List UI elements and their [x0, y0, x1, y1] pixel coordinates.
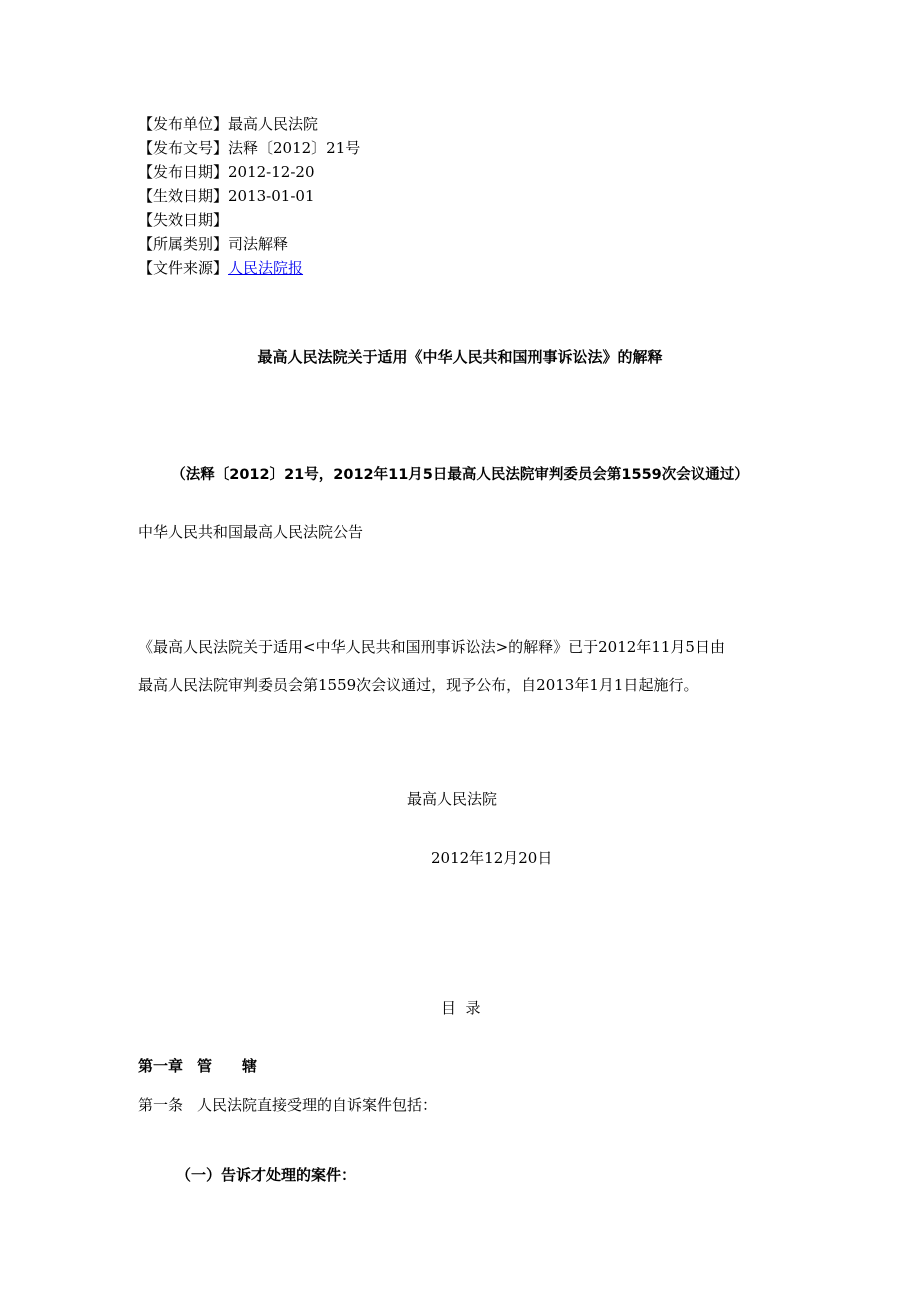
article-1-item-1: （一）告诉才处理的案件： [176, 1166, 357, 1184]
announcement-heading: 中华人民共和国最高人民法院公告 [138, 523, 364, 541]
article-1 [138, 1094, 437, 1115]
meta-issue-date: 【发布日期】2012-12-20 [138, 163, 315, 181]
signature: 最高人民法院 [407, 790, 498, 808]
meta-source-label: 【文件来源】 [138, 259, 229, 277]
meta-expiry-date: 【失效日期】 [138, 211, 229, 229]
toc-heading: 目 录 [441, 999, 481, 1017]
announcement-line-2: 最高人民法院审判委员会第1559次会议通过，现予公布，自2013年1月1日起施行。 [138, 676, 699, 694]
document-subtitle: （法释〔2012〕21号，2012年11月5日最高人民法院审判委员会第1559次会议通过） [171, 467, 749, 483]
meta-doc-number: 【发布文号】法释〔2012〕21号 [138, 139, 361, 157]
chapter-1-label: 第一章 [138, 1057, 184, 1075]
meta-category: 【所属类别】司法解释 [138, 235, 289, 253]
chapter-1-heading [138, 1055, 257, 1076]
meta-issuer: 【发布单位】最高人民法院 [138, 115, 319, 133]
article-1-label: 第一条 [138, 1096, 184, 1114]
announcement-line-1: 《最高人民法院关于适用<中华人民共和国刑事诉讼法>的解释》已于2012年11月5日由 [138, 638, 725, 656]
signature-date: 2012年12月20日 [431, 849, 553, 867]
source-link[interactable]: 人民法院报 [228, 259, 304, 277]
meta-effective-date: 【生效日期】2013-01-01 [138, 187, 315, 205]
chapter-1-title: 管 辖 [197, 1057, 258, 1075]
document-title: 最高人民法院关于适用《中华人民共和国刑事诉讼法》的解释 [257, 348, 663, 366]
document-metadata [138, 112, 360, 280]
article-1-text: 人民法院直接受理的自诉案件包括： [197, 1096, 438, 1114]
meta-source [138, 256, 360, 280]
